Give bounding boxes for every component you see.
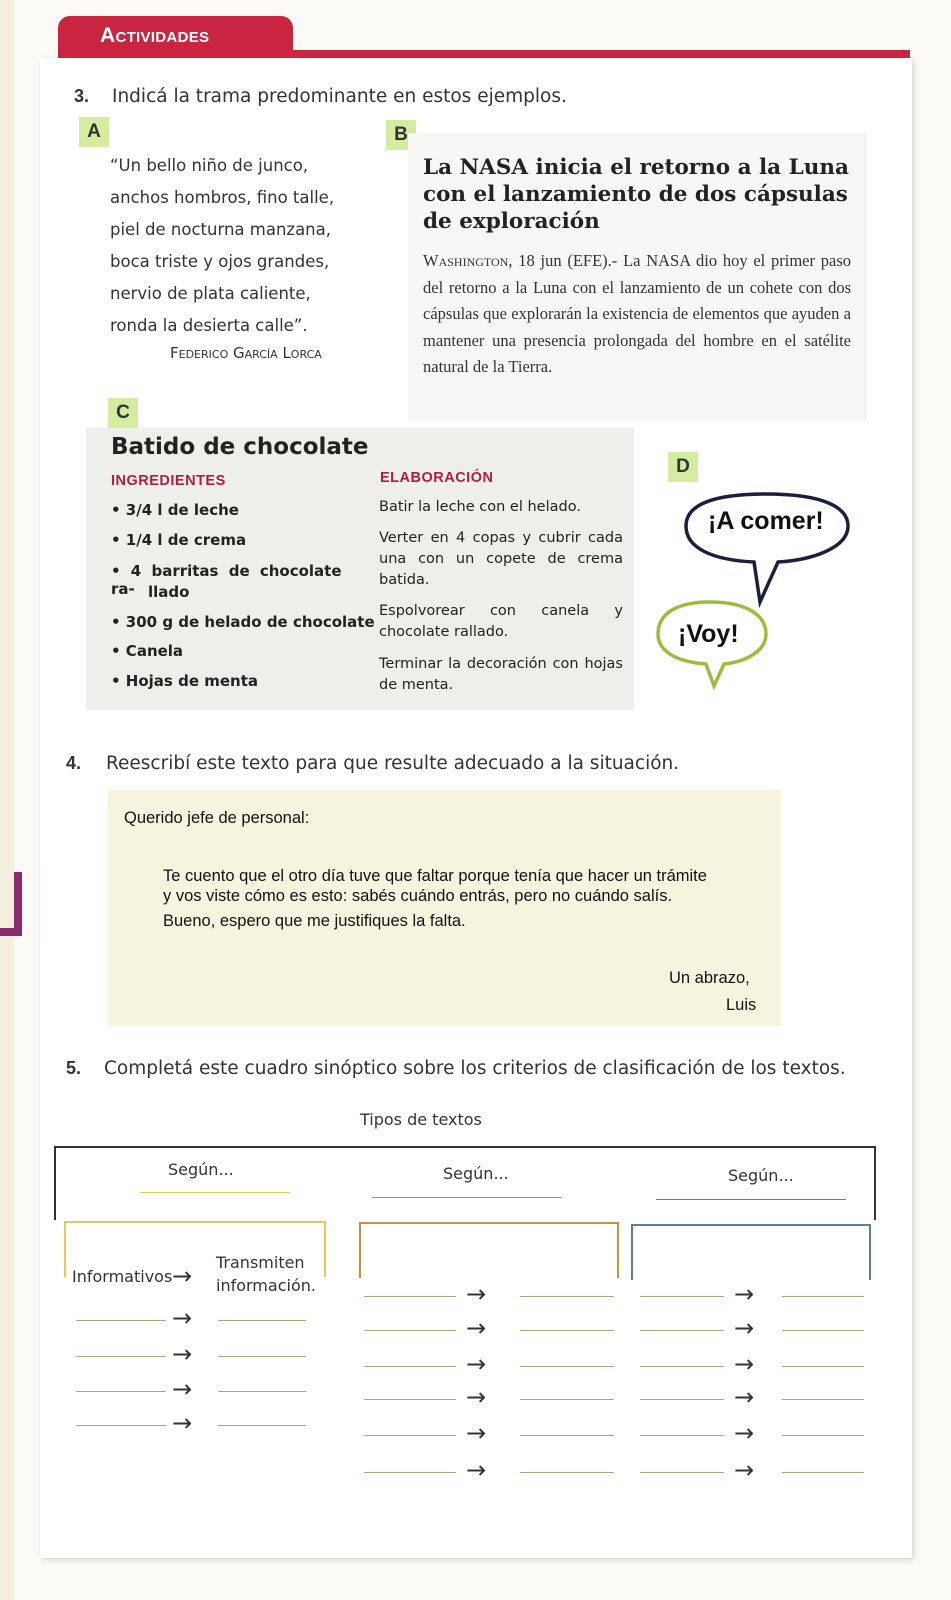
blank-type[interactable] [640, 1296, 724, 1297]
arrow-icon: → [466, 1350, 487, 1378]
section-title: Actividades [58, 16, 293, 56]
arrow-icon: → [466, 1419, 487, 1447]
news-body [423, 248, 851, 381]
poem-line: ronda la desierta calle”. [110, 316, 308, 335]
arrow-icon: → [734, 1419, 755, 1447]
arrow-icon: → [734, 1280, 755, 1308]
criterion-blank-1[interactable] [140, 1192, 290, 1193]
page-edge [0, 0, 14, 1600]
ingredients-heading: INGREDIENTES [111, 473, 226, 489]
column-bracket-2 [359, 1222, 619, 1278]
label-b: B [386, 120, 416, 150]
example-type: Informativos [72, 1267, 173, 1286]
arrow-icon: → [172, 1340, 193, 1368]
section-marker [0, 872, 22, 936]
ingredient-item: • 300 g de helado de chocolate [111, 613, 375, 631]
letter-closing: Un abrazo, [669, 969, 750, 987]
recipe-step: Batir la leche con el helado. [379, 499, 581, 515]
ingredient-item: • 4 barritas de chocolate ra- [111, 562, 342, 598]
ingredient-item: • 1/4 l de crema [111, 531, 247, 549]
letter-greeting: Querido jefe de personal: [124, 809, 310, 827]
blank-type[interactable] [76, 1356, 166, 1357]
criterion-label-3: Según... [728, 1166, 794, 1185]
label-d: D [668, 452, 698, 482]
recipe-step: Verter en 4 copas y cubrir cada una con un copete de crema batida. [379, 530, 623, 588]
blank-desc[interactable] [782, 1330, 864, 1331]
blank-desc[interactable] [218, 1425, 306, 1426]
criterion-blank-3[interactable] [656, 1199, 846, 1200]
recipe-step: Espolvorear con canela y chocolate rallado. [379, 603, 623, 640]
blank-desc[interactable] [218, 1356, 306, 1357]
news-title: La NASA inicia el retorno a la Luna con el lanzamiento de dos cápsulas de exploración [423, 155, 849, 234]
blank-type[interactable] [640, 1435, 724, 1436]
blank-desc[interactable] [520, 1296, 614, 1297]
arrow-icon: → [734, 1314, 755, 1342]
arrow-icon: → [734, 1350, 755, 1378]
arrow-icon: → [466, 1456, 487, 1484]
question-3-text: Indicá la trama predominante en estos ejemplos. [112, 86, 567, 107]
blank-desc[interactable] [520, 1330, 614, 1331]
arrow-icon: → [466, 1314, 487, 1342]
blank-type[interactable] [364, 1472, 456, 1473]
question-3-number: 3. [74, 86, 90, 106]
blank-desc[interactable] [782, 1435, 864, 1436]
bubble-text-2: ¡Voy! [678, 620, 739, 648]
question-5-text: Completá este cuadro sinóptico sobre los criterios de clasificación de los textos. [104, 1058, 846, 1079]
blank-type[interactable] [76, 1425, 166, 1426]
news-text: La NASA dio hoy el primer paso del retorno a la Luna con el lanzamiento de un cohete con dos cápsulas que explorarán la existencia de elementos que ayuden a mantener una presencia prolongada del hombre en el satélite natural de la Tierra. [423, 251, 852, 377]
blank-desc[interactable] [782, 1296, 864, 1297]
question-5-number: 5. [66, 1058, 82, 1078]
blank-type[interactable] [76, 1320, 166, 1321]
arrow-icon: → [172, 1409, 193, 1437]
arrow-icon: → [172, 1304, 193, 1332]
blank-type[interactable] [364, 1296, 456, 1297]
bubble-text-1: ¡A comer! [708, 507, 824, 535]
blank-type[interactable] [640, 1472, 724, 1473]
question-4-number: 4. [66, 753, 82, 773]
ingredient-item: • Hojas de menta [111, 672, 258, 690]
letter-line: y vos viste cómo es esto: sabés cuándo entrás, pero no cuándo salís. [163, 887, 673, 905]
recipe-step: Terminar la decoración con hojas de menta. [379, 656, 623, 693]
arrow-icon: → [466, 1280, 487, 1308]
criterion-label-1: Según... [168, 1160, 234, 1179]
example-desc-line1: Transmiten [216, 1253, 305, 1272]
letter-line: Bueno, espero que me justifiques la falta. [163, 912, 466, 930]
blank-desc[interactable] [520, 1435, 614, 1436]
arrow-icon: → [466, 1383, 487, 1411]
blank-type[interactable] [364, 1366, 456, 1367]
blank-type[interactable] [76, 1391, 166, 1392]
blank-desc[interactable] [520, 1472, 614, 1473]
poem-line: nervio de plata caliente, [110, 284, 311, 303]
blank-desc[interactable] [520, 1399, 614, 1400]
blank-type[interactable] [640, 1330, 724, 1331]
criterion-label-2: Según... [443, 1164, 509, 1183]
label-a: A [79, 117, 109, 147]
blank-type[interactable] [364, 1399, 456, 1400]
poem-line: anchos hombros, fino talle, [110, 188, 335, 207]
blank-desc[interactable] [782, 1472, 864, 1473]
blank-type[interactable] [640, 1366, 724, 1367]
blank-desc[interactable] [218, 1391, 306, 1392]
blank-desc[interactable] [782, 1399, 864, 1400]
synoptic-title: Tipos de textos [360, 1110, 482, 1129]
label-c: C [108, 398, 138, 428]
poem-line: piel de nocturna manzana, [110, 220, 331, 239]
column-bracket-3 [631, 1224, 871, 1280]
steps-heading: ELABORACIÓN [380, 470, 494, 486]
recipe-title: Batido de chocolate [111, 434, 369, 460]
ingredient-item: • Canela [111, 642, 184, 660]
blank-desc[interactable] [782, 1366, 864, 1367]
arrow-icon: → [172, 1262, 193, 1290]
criterion-blank-2[interactable] [372, 1197, 562, 1198]
blank-desc[interactable] [520, 1366, 614, 1367]
arrow-icon: → [734, 1383, 755, 1411]
arrow-icon: → [172, 1375, 193, 1403]
blank-type[interactable] [364, 1435, 456, 1436]
news-place: Washington, [423, 251, 513, 270]
example-desc-line2: información. [216, 1276, 316, 1295]
ingredient-item: • 3/4 l de leche [111, 501, 239, 519]
poem [110, 150, 334, 342]
arrow-icon: → [734, 1456, 755, 1484]
poem-author: Federico García Lorca [170, 344, 322, 362]
blank-type[interactable] [364, 1330, 456, 1331]
news-date: 18 jun (EFE).- [518, 251, 618, 270]
blank-type[interactable] [640, 1399, 724, 1400]
ingredient-item-cont: llado [148, 583, 190, 601]
poem-line: boca triste y ojos grandes, [110, 252, 330, 271]
letter-signature: Luis [726, 996, 757, 1014]
question-4-text: Reescribí este texto para que resulte adecuado a la situación. [106, 753, 680, 774]
letter-line: Te cuento que el otro día tuve que faltar porque tenía que hacer un trámite [163, 867, 707, 885]
poem-line: “Un bello niño de junco, [110, 156, 309, 175]
blank-desc[interactable] [218, 1320, 306, 1321]
